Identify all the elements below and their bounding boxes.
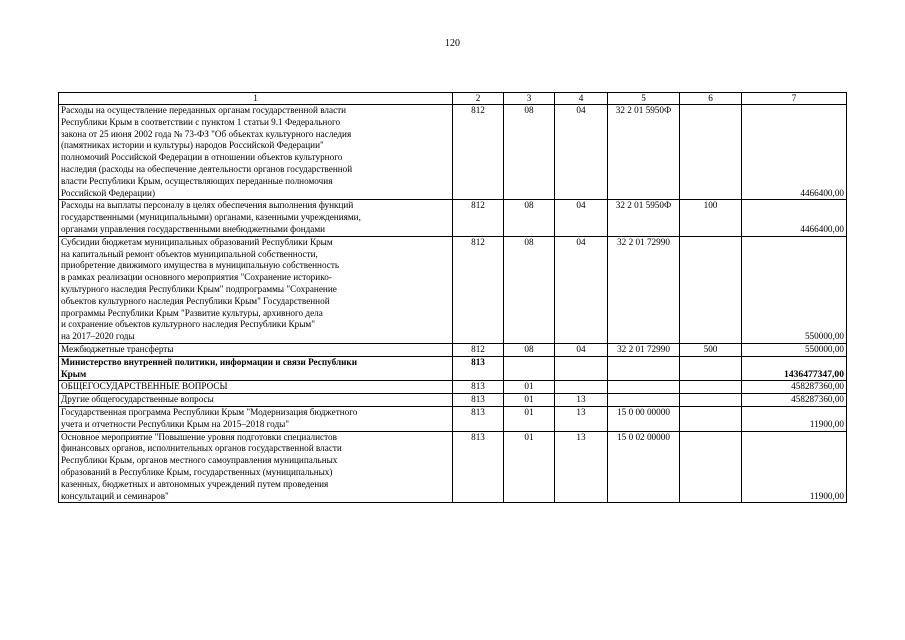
row-name xyxy=(59,356,453,381)
row-subsection: 13 xyxy=(555,431,608,503)
row-target-article: 32 2 01 5950Ф xyxy=(608,105,680,200)
column-number: 2 xyxy=(453,93,504,105)
row-amount: 11900,00 xyxy=(742,406,847,431)
row-section: 08 xyxy=(504,105,555,200)
row-name-text: Основное мероприятие "Повышение уровня подготовки специалистов финансовых органов, исполнительных органов государственной власти Республики Крым, органов местного самоуправления муниципальных образований в Республике Крым, государственных (муниципальных) казенных, бюджетных и автономных учреждений путем проведения консультаций и семинаров" xyxy=(61,431,342,501)
row-target-article: 32 2 01 72990 xyxy=(608,343,680,356)
row-expense-type xyxy=(680,105,742,200)
row-target-article: 15 0 02 00000 xyxy=(608,431,680,503)
row-amount: 11900,00 xyxy=(742,431,847,503)
row-code: 813 xyxy=(453,381,504,394)
page-number: 120 xyxy=(445,38,460,49)
row-subsection: 13 xyxy=(555,406,608,431)
table-row xyxy=(59,343,847,356)
row-target-article: 15 0 00 00000 xyxy=(608,406,680,431)
table-row xyxy=(59,406,847,431)
row-name-text: Субсидии бюджетам муниципальных образований Республики Крым на капитальный ремонт объектов муниципальной собственности, приобретение движимого имущества в муниципальную собственность в рамках реализации основного мероприятия "Сохранение историко- культурного наследия Республики Крым" подпрограммы "Сохранение объектов культурного наследия Республики Крым" Государственной программы Республики Крым "Развитие культуры, архивного дела и сохранение объектов культурного наследия Республики Крым" на 2017–2020 годы xyxy=(61,236,340,342)
row-name-text: Расходы на выплаты персоналу в целях обеспечения выполнения функций государственными (муниципальными) органами, казенными учреждениями, органами управления государственными внебюджетными фондами xyxy=(61,200,361,234)
row-section: 01 xyxy=(504,381,555,394)
row-name xyxy=(59,394,453,407)
row-code: 812 xyxy=(453,343,504,356)
budget-table xyxy=(58,92,847,503)
column-number-row xyxy=(59,93,847,105)
row-target-article xyxy=(608,356,680,381)
row-amount: 4466400,00 xyxy=(742,200,847,236)
row-name xyxy=(59,236,453,343)
table-row xyxy=(59,200,847,236)
row-section: 08 xyxy=(504,343,555,356)
row-subsection xyxy=(555,356,608,381)
table-row xyxy=(59,381,847,394)
column-number: 4 xyxy=(555,93,608,105)
row-expense-type xyxy=(680,381,742,394)
column-number: 3 xyxy=(504,93,555,105)
row-amount: 550000,00 xyxy=(742,343,847,356)
row-subsection: 04 xyxy=(555,105,608,200)
row-code: 813 xyxy=(453,431,504,503)
row-target-article xyxy=(608,394,680,407)
row-amount: 4466400,00 xyxy=(742,105,847,200)
row-section: 08 xyxy=(504,200,555,236)
row-name xyxy=(59,431,453,503)
row-code: 812 xyxy=(453,236,504,343)
row-code: 813 xyxy=(453,356,504,381)
row-target-article: 32 2 01 5950Ф xyxy=(608,200,680,236)
row-code: 812 xyxy=(453,105,504,200)
row-expense-type xyxy=(680,356,742,381)
table-row xyxy=(59,105,847,200)
row-subsection xyxy=(555,381,608,394)
row-name xyxy=(59,200,453,236)
row-subsection: 04 xyxy=(555,200,608,236)
row-section: 01 xyxy=(504,394,555,407)
row-amount: 458287360,00 xyxy=(742,394,847,407)
row-code: 813 xyxy=(453,406,504,431)
row-section: 01 xyxy=(504,431,555,503)
row-section: 08 xyxy=(504,236,555,343)
row-name-text: Другие общегосударственные вопросы xyxy=(61,394,214,405)
row-expense-type: 100 xyxy=(680,200,742,236)
row-amount: 1436477347,00 xyxy=(742,356,847,381)
row-section xyxy=(504,356,555,381)
row-subsection: 04 xyxy=(555,343,608,356)
row-expense-type xyxy=(680,431,742,503)
row-name-text: Министерство внутренней политики, информации и связи Республики Крым xyxy=(61,356,357,379)
row-code: 812 xyxy=(453,200,504,236)
table-row xyxy=(59,431,847,503)
row-amount: 458287360,00 xyxy=(742,381,847,394)
table-row xyxy=(59,356,847,381)
column-number: 5 xyxy=(608,93,680,105)
row-name xyxy=(59,406,453,431)
row-code: 813 xyxy=(453,394,504,407)
row-subsection: 04 xyxy=(555,236,608,343)
row-name-text: Расходы на осуществление переданных органам государственной власти Республики Крым в соответствии с пунктом 1 статьи 9.1 Федерального закона от 25 июня 2002 года № 73-ФЗ "Об объектах культурного наследия (памятниках истории и культуры) народов Российской Федерации" полномочий Российской Федерации в отношении объектов культурного наследия (расходы на обеспечение деятельности органов государственной власти Республики Крым, осуществляющих переданные полномочия Российской Федерации) xyxy=(61,105,353,198)
table-row xyxy=(59,236,847,343)
column-number: 1 xyxy=(59,93,453,105)
row-name xyxy=(59,343,453,356)
row-expense-type: 500 xyxy=(680,343,742,356)
row-section: 01 xyxy=(504,406,555,431)
table-row xyxy=(59,394,847,407)
row-subsection: 13 xyxy=(555,394,608,407)
row-amount: 550000,00 xyxy=(742,236,847,343)
row-target-article: 32 2 01 72990 xyxy=(608,236,680,343)
row-name xyxy=(59,105,453,200)
row-target-article xyxy=(608,381,680,394)
row-expense-type xyxy=(680,406,742,431)
row-name-text: Межбюджетные трансферты xyxy=(61,343,174,354)
row-name-text: Государственная программа Республики Крым "Модернизация бюджетного учета и отчетности Республики Крым на 2015–2018 годы" xyxy=(61,406,358,429)
row-name-text: ОБЩЕГОСУДАРСТВЕННЫЕ ВОПРОСЫ xyxy=(61,381,228,392)
row-expense-type xyxy=(680,236,742,343)
row-name xyxy=(59,381,453,394)
column-number: 7 xyxy=(742,93,847,105)
row-expense-type xyxy=(680,394,742,407)
column-number: 6 xyxy=(680,93,742,105)
